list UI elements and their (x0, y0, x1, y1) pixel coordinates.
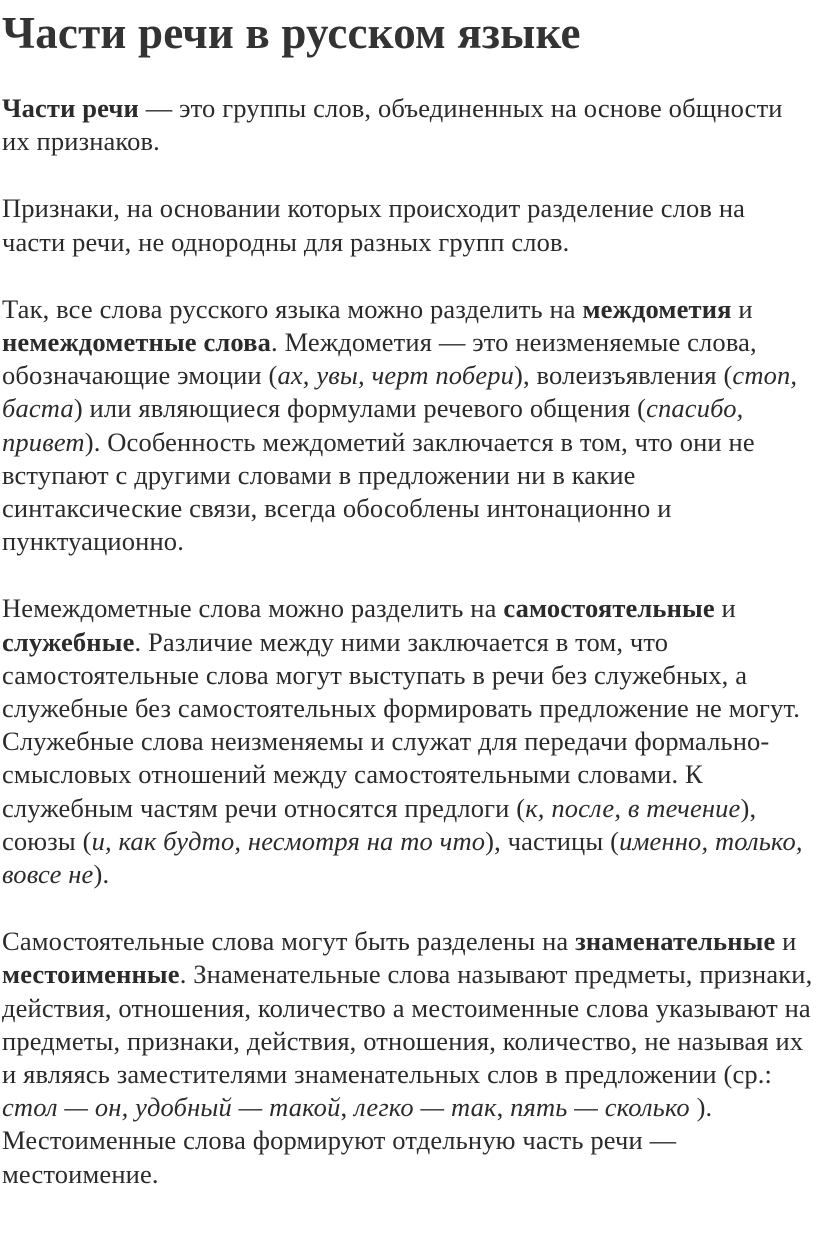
definition-text: — это группы слов, объединенных на основе общности их признаков. (2, 93, 783, 157)
text-segment: и (731, 293, 753, 324)
term-pronominal: местоименные (2, 959, 180, 990)
text-segment: ), союзы ( (2, 792, 757, 856)
term-non-interjection-words: немеждометные слова (2, 327, 272, 358)
paragraph-features (2, 192, 814, 258)
term-notional: знаменательные (575, 926, 776, 957)
paragraph-interjections (2, 293, 814, 559)
text-segment: , (496, 1092, 511, 1123)
term-interjections: междометия (582, 293, 732, 324)
paragraph-function-words (2, 592, 814, 891)
text-segment: , (340, 1092, 355, 1123)
example-prepositions: к, после, в течение (525, 792, 741, 823)
text-segment: . Различие между ними заключается в том, что самостоятельные слова могут выступать в речи без служебных, а служебные без самостоятельных формировать предложение не могут. Служебные слова неизменяемы и служат для передачи формально-смысловых отношений между самостоятельными словами. К служебным частям речи относятся предлоги ( (2, 626, 800, 823)
term-independent: самостоятельные (503, 593, 715, 624)
text-segment: . Междометия — это неизменяемые слова, обозначающие эмоции ( (2, 327, 757, 391)
term-auxiliary: служебные (2, 626, 135, 657)
example-pair-3: пять — сколько (510, 1092, 690, 1123)
example-will: стоп, баста (2, 360, 798, 424)
example-speech-formulas: спасибо, привет (2, 393, 744, 457)
page-title: Части речи в русском языке (2, 8, 581, 58)
text-segment: и (714, 593, 736, 624)
example-pair-1: стол — он, удобный — такой (2, 1092, 341, 1123)
text-segment: Немеждометные слова можно разделить на (2, 593, 504, 624)
term-parts-of-speech: Части речи (2, 93, 139, 123)
text-segment: и (775, 926, 797, 957)
text-segment: . Знаменательные слова называют предметы, признаки, действия, отношения, количество а местоименные слова указывают на предметы, признаки, действия, отношения, количество, не называя их и являясь заместителями знаменательных слов в предложении (ср.: (2, 959, 813, 1090)
text-segment: ), волеизъявления ( (514, 360, 733, 391)
text-segment: Так, все слова русского языка можно разделить на (2, 293, 583, 324)
example-pair-2: легко — так (354, 1092, 497, 1123)
document-page (0, 6, 816, 1191)
text-segment: ). Местоименные слова формируют отдельную часть речи — местоимение. (2, 1092, 713, 1189)
text-segment: ). (93, 859, 110, 890)
text-segment: ) или являющиеся формулами речевого общения ( (73, 393, 647, 424)
example-conjunctions: и, как будто, несмотря на то что (91, 825, 486, 856)
text-segment: ), частицы ( (485, 825, 620, 856)
paragraph-definition (2, 92, 814, 158)
paragraph-pronominal (2, 925, 814, 1191)
text-segment: ). Особенность междометий заключается в том, что они не вступают с другими словами в предложении ни в какие синтаксические связи, всегда обособлены интонационно и пунктуационно. (2, 426, 755, 557)
example-emotions: ах, увы, черт побери (277, 360, 515, 391)
features-text: Признаки, на основании которых происходит разделение слов на части речи, не однородны для разных групп слов. (2, 193, 746, 257)
example-particles: именно, только, вовсе не (2, 825, 803, 890)
text-segment: Самостоятельные слова могут быть разделены на (2, 926, 576, 957)
